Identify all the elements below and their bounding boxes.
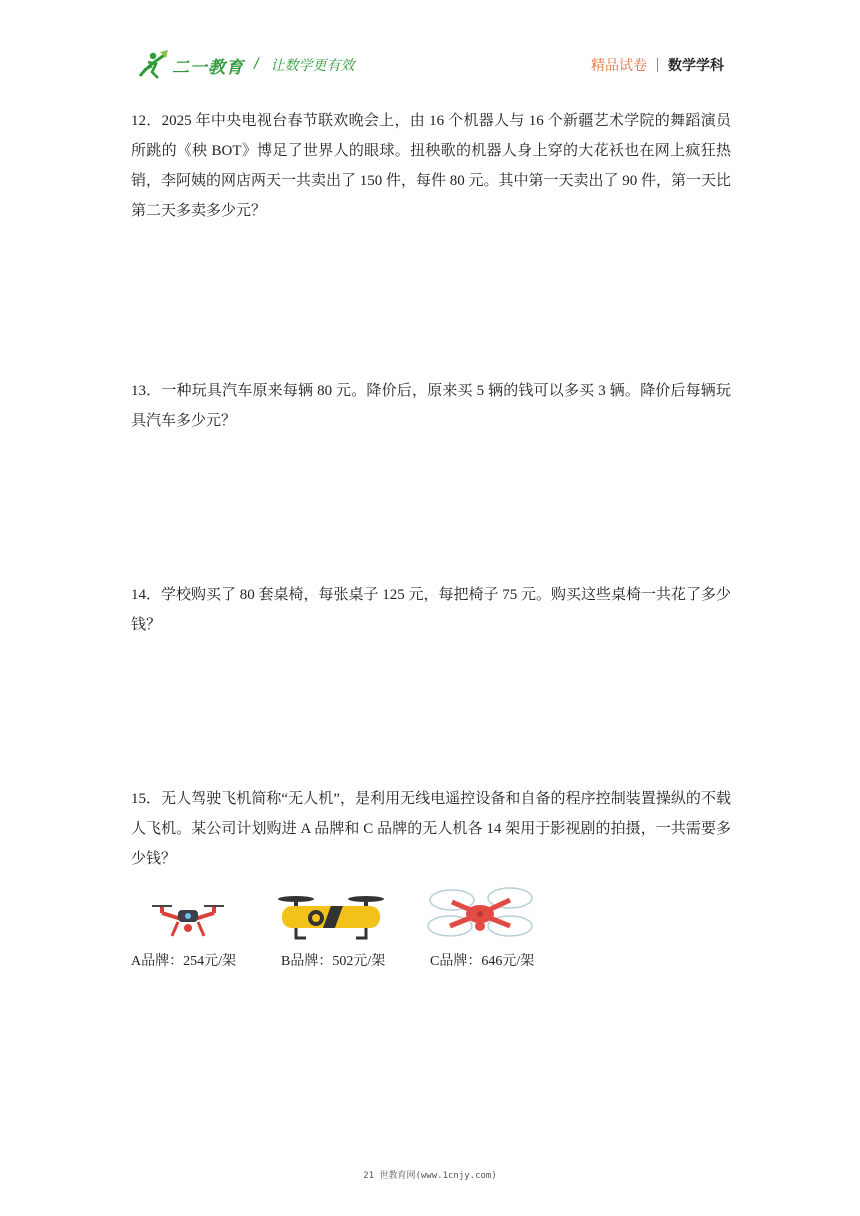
- drone-a-label: A品牌：254元/架: [131, 954, 236, 969]
- question-13: [131, 376, 731, 436]
- drone-c-image: [426, 884, 534, 951]
- logo-text: 二一教育: [172, 57, 244, 77]
- question-14: [131, 580, 731, 640]
- slogan: 让数学更有效: [270, 57, 355, 73]
- page-header: [136, 46, 724, 86]
- question-text: 13．一种玩具汽车原来每辆 80 元。降价后，原来买 5 辆的钱可以多买 3 辆。降价后每辆玩具汽车多少元？: [131, 383, 731, 429]
- question-text: 12．2025 年中央电视台春节联欢晚会上，由 16 个机器人与 16 个新疆艺术学院的舞蹈演员所跳的《秧 BOT》博足了世界人的眼球。扭秧歌的机器人身上穿的大花袄也在网上疯狂热销，李阿姨的网店两天一共卖出了 150 件，每件 80 元。其中第一天卖出了 90 件，第一天比第二天多卖多少元？: [131, 113, 732, 219]
- drone-b-image: [272, 892, 390, 949]
- header-separator: [657, 58, 658, 72]
- logo: [136, 48, 354, 82]
- premium-label: 精品试卷: [591, 57, 647, 73]
- header-right: [591, 55, 724, 75]
- subject-label: 数学学科: [668, 57, 724, 73]
- drone-a-image: [148, 896, 228, 947]
- question-text: 15．无人驾驶飞机简称“无人机”，是利用无线电遥控设备和自备的程序控制装置操纵的不载人飞机。某公司计划购进 A 品牌和 C 品牌的无人机各 14 架用于影视剧的拍摄，一共需要多少钱？: [131, 791, 731, 867]
- drone-c-label: C品牌：646元/架: [430, 954, 535, 969]
- question-text: 14．学校购买了 80 套桌椅，每张桌子 125 元，每把椅子 75 元。购买这些桌椅一共花了多少钱？: [131, 587, 732, 633]
- drone-b-label: B品牌：502元/架: [281, 954, 386, 969]
- page-footer: 21 世教育网(www.1cnjy.com): [363, 1171, 497, 1181]
- runner-logo-icon: [136, 48, 170, 82]
- question-12: [131, 106, 731, 226]
- question-15: [131, 784, 731, 874]
- slash-divider: /: [254, 56, 259, 73]
